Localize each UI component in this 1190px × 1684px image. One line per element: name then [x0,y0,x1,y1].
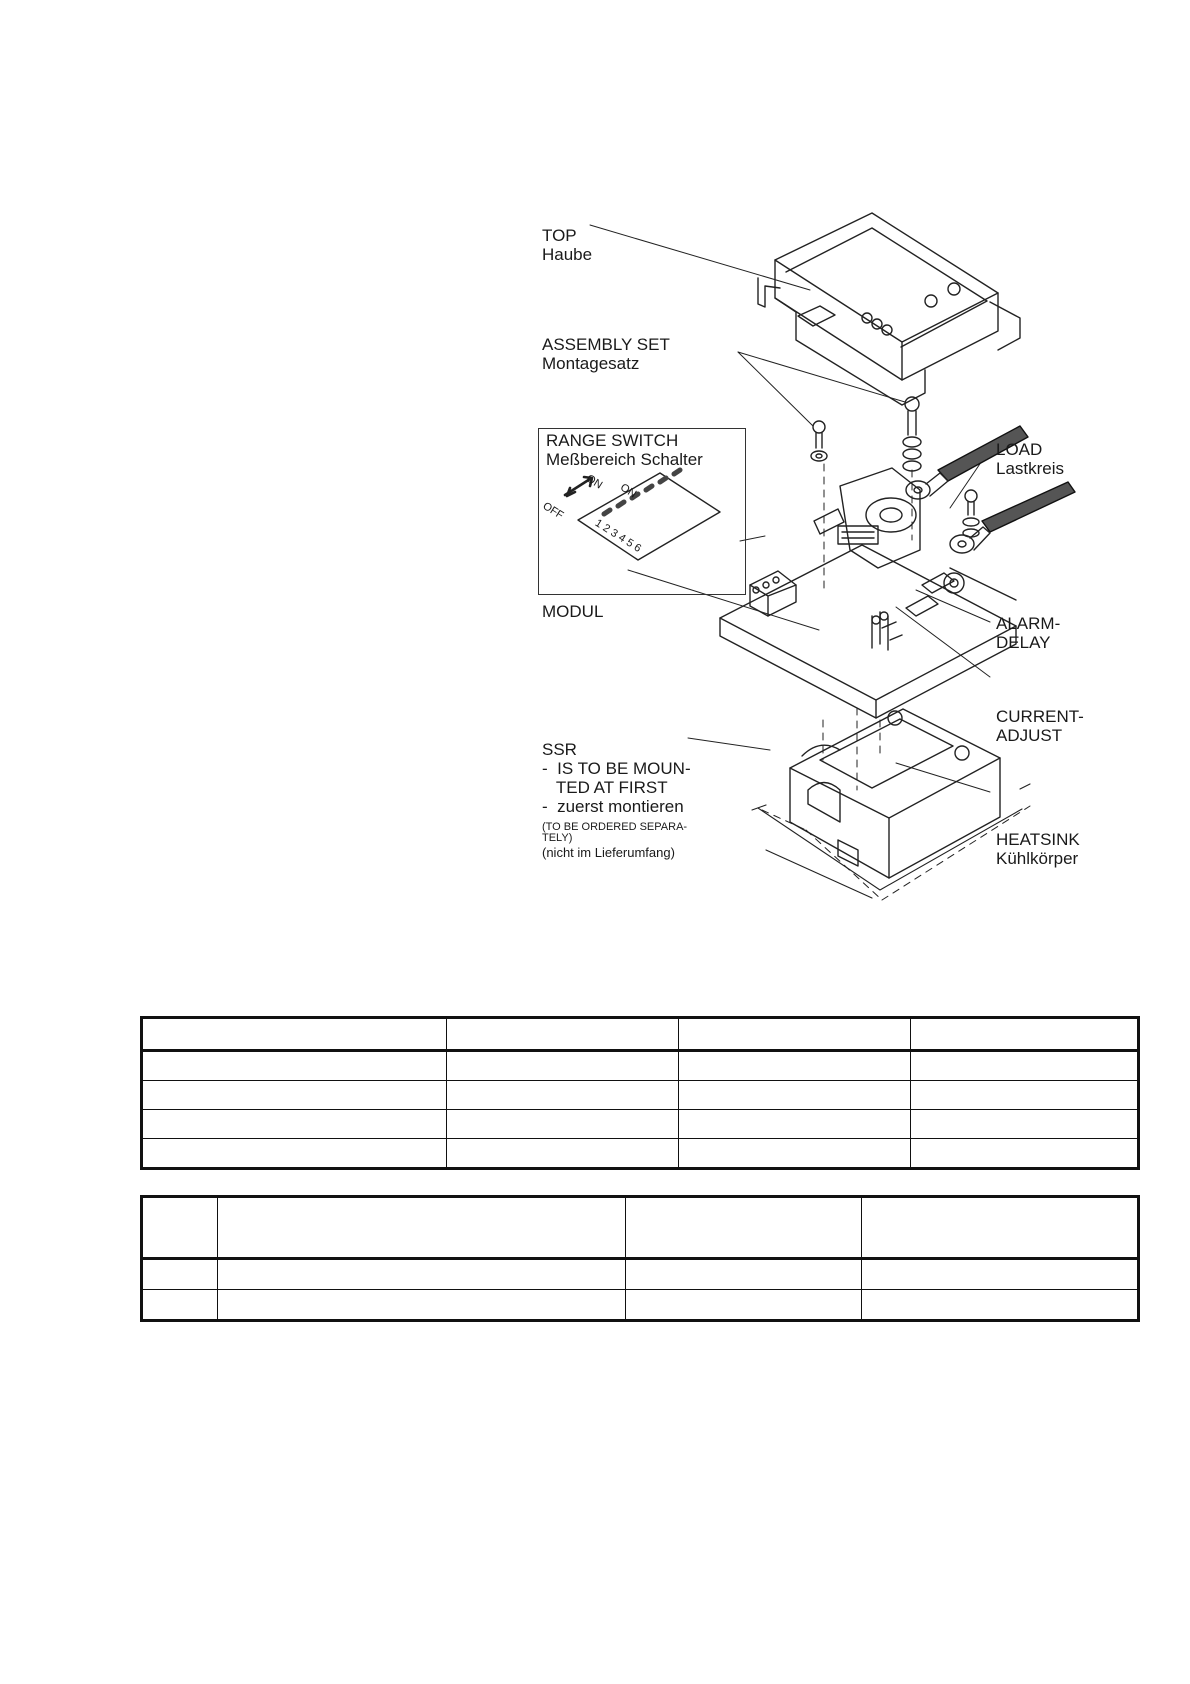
label-ssr-title: SSR [542,740,577,759]
table-cell [142,1139,447,1169]
table-cell [911,1081,1139,1110]
label-assembly-set-de: Montagesatz [542,354,640,373]
table-cell [142,1081,447,1110]
label-alarm-delay-1: ALARM- [996,614,1061,633]
module-board [720,468,1016,718]
table-header-cell [679,1018,911,1051]
table-header-cell [142,1197,218,1259]
table-cell [142,1290,218,1321]
table-cell [142,1110,447,1139]
label-top-en: TOP [542,226,577,245]
label-ssr-order-1: (TO BE ORDERED SEPARA- [542,821,688,833]
label-current-adjust-2: ADJUST [996,726,1063,745]
table-cell [142,1051,447,1081]
table-header-cell [626,1197,862,1259]
table-cell [142,1259,218,1290]
label-switch-on-arrow: ON [584,472,605,492]
table-cell [626,1259,862,1290]
heatsink-outline [752,784,1030,898]
label-ssr-line-3: - zuerst montieren [542,797,684,816]
label-heatsink-en: HEATSINK [996,830,1080,849]
table-cell [911,1139,1139,1169]
table-header-cell [911,1018,1139,1051]
label-load-de: Lastkreis [996,459,1065,478]
table-row [142,1051,1139,1081]
table-cell [447,1081,679,1110]
table-header-cell [447,1018,679,1051]
table-cell [679,1139,911,1169]
table-cell [447,1139,679,1169]
label-top-de: Haube [542,245,593,264]
ssr-block [790,709,1000,878]
label-switch-on-block: ON [618,481,639,501]
data-table-1 [140,1016,1140,1170]
table-header-row [142,1018,1139,1051]
top-housing [758,213,1020,405]
table-cell [911,1110,1139,1139]
table-cell [447,1051,679,1081]
label-alarm-delay-2: DELAY [996,633,1051,652]
table-cell [679,1051,911,1081]
table-header-row [142,1197,1139,1259]
table-cell [218,1290,626,1321]
label-range-switch-en: RANGE SWITCH [546,431,679,450]
label-ssr-order-2: TELY) [542,832,573,844]
table-header-cell [862,1197,1139,1259]
label-ssr-line-2: TED AT FIRST [542,778,668,797]
data-table-2 [140,1195,1140,1322]
label-ssr-line-1: - IS TO BE MOUN- [542,759,691,778]
label-current-adjust-1: CURRENT- [996,707,1084,726]
label-load-en: LOAD [996,440,1043,459]
table-row [142,1110,1139,1139]
label-heatsink-de: Kühlkörper [996,849,1079,868]
table-cell [862,1259,1139,1290]
label-ssr-delivery: (nicht im Lieferumfang) [542,845,675,860]
table-cell [862,1290,1139,1321]
exploded-assembly-diagram [520,190,1140,910]
table-row [142,1259,1139,1290]
label-switch-numbers: 1 2 3 4 5 6 [592,517,644,555]
table-row [142,1290,1139,1321]
label-modul: MODUL [542,602,604,621]
table-cell [679,1110,911,1139]
table-header-cell [218,1197,626,1259]
label-assembly-set-en: ASSEMBLY SET [542,335,670,354]
table-cell [447,1110,679,1139]
label-range-switch-de: Meßbereich Schalter [546,450,703,469]
table-row [142,1139,1139,1169]
load-cables [906,426,1075,553]
table-cell [679,1081,911,1110]
table-cell [626,1290,862,1321]
label-switch-off-arrow: OFF [540,500,566,522]
table-header-cell [142,1018,447,1051]
table-row [142,1081,1139,1110]
table-cell [911,1051,1139,1081]
table-cell [218,1259,626,1290]
